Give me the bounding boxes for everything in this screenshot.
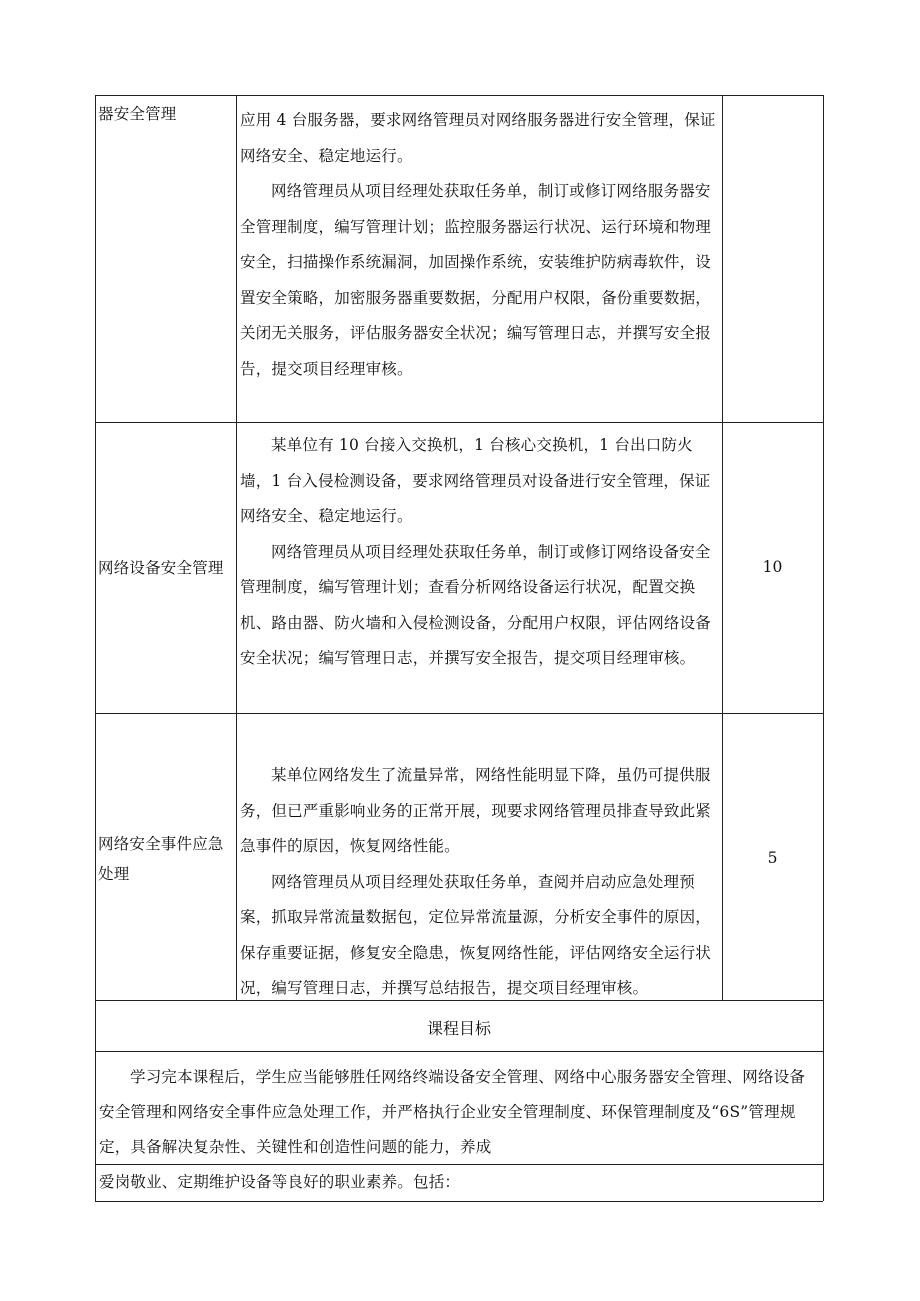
row-1-content [240,103,716,387]
row-divider-4 [95,1051,823,1052]
row-3-left-label: 网络安全事件应急处理 [98,835,224,883]
row-3-paragraph-1: 某单位网络发生了流量异常，网络性能明显下降，虽仍可提供服务，但已严重影响业务的正常开展，现要求网络管理员排查导致此紧急事件的原因，恢复网络性能。 [240,766,712,855]
column-divider-left [236,95,237,1000]
table-right-border [823,95,824,1201]
course-goal-continuation: 爱岗敬业、定期维护设备等良好的职业素养。包括： [99,1173,461,1191]
row-2-paragraph-1: 某单位有 10 台接入交换机，1 台核心交换机，1 台出口防火墙，1 台入侵检测设备，要求网络管理员对设备进行安全管理，保证网络安全、稳定地运行。 [240,436,711,525]
table-bottom-border [95,1201,823,1202]
row-divider-2 [95,713,823,714]
row-1-paragraph-1: 应用 4 台服务器，要求网络管理员对网络服务器进行安全管理，保证网络安全、稳定地运行。 [240,111,716,165]
row-3-paragraph-2: 网络管理员从项目经理处获取任务单，查阅并启动应急处理预案，抓取异常流量数据包，定位异常流量源，分析安全事件的原因，保存重要证据，修复安全隐患，恢复网络性能，评估网络安全运行状况，编写管理日志，并撰写总结报告，提交项目经理审核。 [240,872,712,997]
row-1-left-label: 器安全管理 [98,105,177,123]
row-2-content [240,428,716,677]
row-3-content [240,758,716,1007]
table-top-border [95,95,823,96]
row-divider-1 [95,422,823,423]
row-2-paragraph-2: 网络管理员从项目经理处获取任务单，制订或修订网络设备安全管理制度，编写管理计划；查看分析网络设备运行状况，配置交换机、路由器、防火墙和入侵检测设备，分配用户权限，评估网络设备安全状况；编写管理日志，并撰写安全报告，提交项目经理审核。 [240,542,712,667]
row-3-right-value: 5 [767,849,778,867]
row-2-right-value: 10 [762,558,783,576]
row-2-left-label: 网络设备安全管理 [98,559,224,577]
row-1-paragraph-2: 网络管理员从项目经理处获取任务单，制订或修订网络服务器安全管理制度，编写管理计划；监控服务器运行状况、运行环境和物理安全，扫描操作系统漏洞，加固操作系统，安装维护防病毒软件，设置安全策略，加密服务器重要数据，分配用户权限，备份重要数据，关闭无关服务，评估服务器安全状况；编写管理日志，并撰写安全报告，提交项目经理审核。 [240,182,712,378]
course-goal-title: 课程目标 [426,1019,491,1038]
course-goal-paragraph: 学习完本课程后，学生应当能够胜任网络终端设备安全管理、网络中心服务器安全管理、网络设备安全管理和网络安全事件应急处理工作，并严格执行企业安全管理制度、环保管理制度及“6S”管理规定，具备解决复杂性、关键性和创造性问题的能力，养成 [99,1068,806,1156]
